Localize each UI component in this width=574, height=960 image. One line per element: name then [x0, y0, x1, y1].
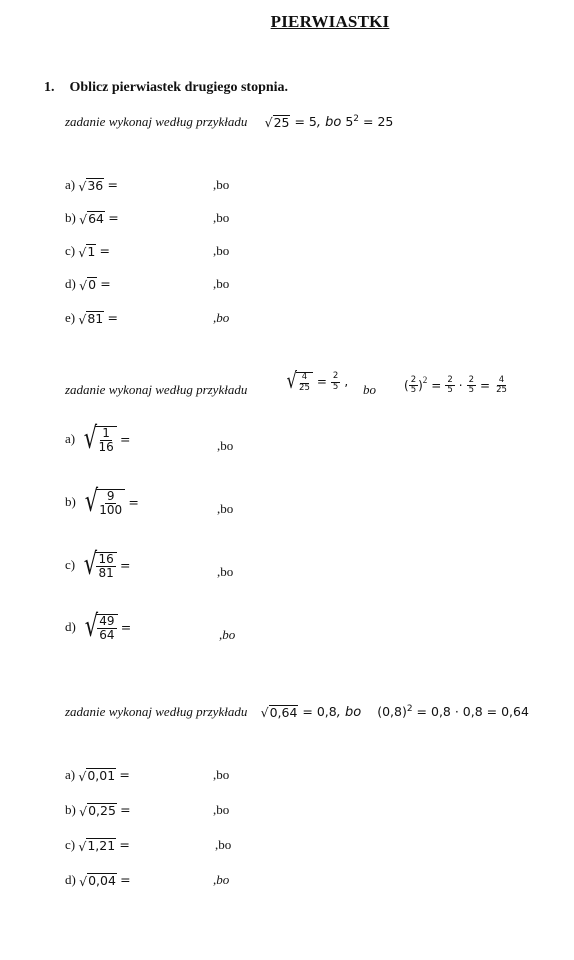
task-heading: [44, 80, 288, 96]
section3-instruction: zadanie wykonaj według przykładu: [65, 704, 248, 720]
page-title: PIERWIASTKI: [270, 12, 390, 31]
s1-item-d: d) √ 0 =: [65, 276, 111, 293]
s1-item-a-bo: ,bo: [213, 177, 230, 192]
s2-item-b: b) √ $\frac{9}{100}$ =: [65, 484, 139, 519]
section3-instruction-line: [65, 704, 529, 720]
s1-item-b-bo: ,bo: [213, 210, 230, 225]
s3-item-d: d) √ 0,04 =: [65, 872, 131, 889]
s3-item-d-bo: ,bo: [213, 872, 230, 887]
s2-item-d: d) √ $\frac{49}{64}$ =: [65, 609, 132, 644]
s2-item-a: a) √ $\frac{1}{16}$ =: [65, 421, 131, 456]
s1-item-e: e) √ 81 =: [65, 310, 118, 327]
s3-item-b: b) √ 0,25 =: [65, 802, 131, 819]
s2-item-d-bo: ,bo: [219, 627, 236, 642]
section1-instruction-line: [65, 114, 393, 130]
section1-example: √ 25 = 5, bo $5^2 = 25$: [264, 114, 394, 131]
section2-example-right: ( $\frac{2}{5}$ )$^2$ = $\frac{2}{5}$ · $\frac{2}{5}$ = $\frac{4}{25}$: [404, 374, 507, 396]
section2-example-left: √ $\frac{4}{25}$ = $\frac{2}{5}$ ,: [286, 369, 349, 394]
s2-item-c: c) √ $\frac{16}{81}$ =: [65, 547, 131, 582]
section2-example-bo: bo: [363, 382, 376, 397]
s1-item-c-bo: ,bo: [213, 243, 230, 258]
task-number: 1.: [44, 80, 55, 95]
s3-item-a-bo: ,bo: [213, 767, 230, 782]
s3-item-b-bo: ,bo: [213, 802, 230, 817]
s2-item-a-bo: ,bo: [217, 438, 234, 453]
s1-item-a: a) √ 36 =: [65, 177, 118, 194]
section2-instruction: zadanie wykonaj według przykładu: [65, 382, 248, 397]
task-text: Oblicz pierwiastek drugiego stopnia.: [69, 80, 289, 95]
s2-item-b-bo: ,bo: [217, 501, 234, 516]
section1-instruction: zadanie wykonaj według przykładu: [65, 114, 248, 130]
s3-item-a: a) √ 0,01 =: [65, 767, 130, 784]
section3-example: √ 0,64 = 0,8, bo $(0,8)^2 = 0,8 \cdot 0,8 = 0,64$: [260, 704, 529, 721]
s3-item-c: c) √ 1,21 =: [65, 837, 130, 854]
s2-item-c-bo: ,bo: [217, 564, 234, 579]
s1-item-c: c) √ 1 =: [65, 243, 111, 260]
s1-item-e-bo: ,bo: [213, 310, 230, 325]
s3-item-c-bo: ,bo: [215, 837, 232, 852]
s1-item-d-bo: ,bo: [213, 276, 230, 291]
example-sqrt: √ 25: [264, 114, 290, 131]
s1-item-b: b) √ 64 =: [65, 210, 119, 227]
